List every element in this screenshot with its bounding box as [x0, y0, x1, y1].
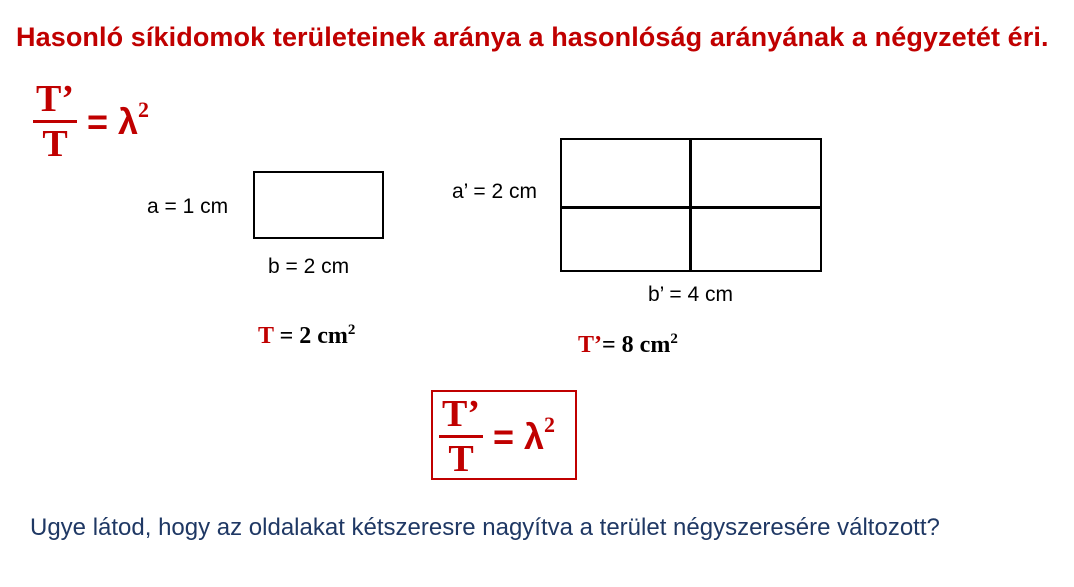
formula-boxed — [439, 395, 555, 478]
boxed-formula-rhs — [493, 411, 556, 458]
area-symbol-T: T — [258, 323, 274, 349]
large-rect-area — [578, 331, 678, 359]
large-rect-side-b: b’ = 4 cm — [648, 283, 734, 306]
large-rect-vertical-divider — [689, 140, 692, 270]
boxed-formula-equals: = λ — [493, 415, 545, 457]
large-rect-horizontal-divider — [562, 206, 820, 209]
small-area-value: = 2 cm — [273, 323, 348, 349]
fraction — [33, 80, 77, 163]
large-rectangle — [560, 138, 822, 272]
formula-top — [33, 80, 149, 163]
small-rect-area — [258, 322, 355, 350]
fraction-numerator: T’ — [36, 78, 74, 120]
boxed-fraction — [439, 395, 483, 478]
fraction-denominator: T — [42, 123, 68, 165]
closing-question: Ugye látod, hogy az oldalakat kétszeresre nagyítva a terület négyszeresére változott? — [30, 514, 940, 541]
small-rect-side-b: b = 2 cm — [268, 255, 350, 278]
formula-rhs — [87, 96, 150, 143]
formula-equals: = λ — [87, 100, 139, 142]
area-symbol-T-prime: T’ — [578, 332, 602, 358]
small-area-exponent: 2 — [347, 322, 356, 338]
large-area-exponent: 2 — [670, 331, 678, 347]
boxed-fraction-numerator: T’ — [442, 393, 480, 435]
boxed-fraction-denominator: T — [448, 438, 474, 480]
large-area-value: = 8 cm — [602, 332, 671, 358]
small-rect-side-a: a = 1 cm — [147, 195, 229, 218]
formula-exponent: 2 — [138, 96, 150, 122]
small-rectangle — [253, 171, 384, 239]
boxed-formula-exponent: 2 — [544, 411, 556, 437]
page-title: Hasonló síkidomok területeinek aránya a hasonlóság arányának a négyzetét éri. — [16, 22, 1049, 52]
large-rect-side-a: a’ = 2 cm — [452, 180, 538, 203]
